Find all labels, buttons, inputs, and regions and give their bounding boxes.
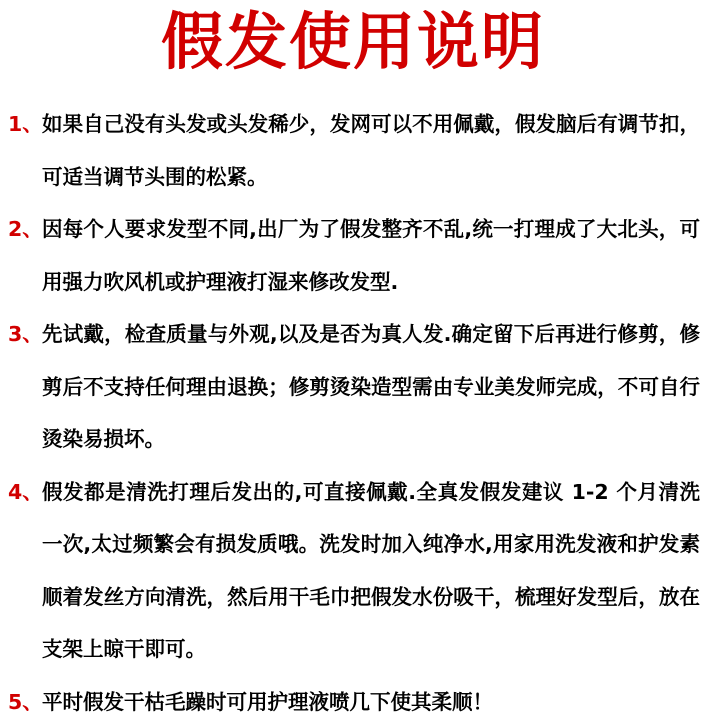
list-item xyxy=(8,308,700,466)
item-text: 先试戴，检查质量与外观,以及是否为真人发.确定留下后再进行修剪，修剪后不支持任何理由退换；修剪烫染造型需由专业美发师完成，不可自行烫染易损坏。 xyxy=(42,308,700,466)
item-number: 1、 xyxy=(8,98,42,203)
item-text: 因每个人要求发型不同,出厂为了假发整齐不乱,统一打理成了大北头，可用强力吹风机或护理液打湿来修改发型. xyxy=(42,203,700,308)
page-title: 假发使用说明 xyxy=(0,2,706,82)
item-number: 3、 xyxy=(8,308,42,466)
instruction-list xyxy=(8,98,700,728)
list-item xyxy=(8,203,700,308)
list-item xyxy=(8,98,700,203)
list-item xyxy=(8,676,700,728)
item-number: 2、 xyxy=(8,203,42,308)
item-text: 假发都是清洗打理后发出的,可直接佩戴.全真发假发建议 1-2 个月清洗一次,太过频繁会有损发质哦。洗发时加入纯净水,用家用洗发液和护发素顺着发丝方向清洗，然后用干毛巾把假发水份吸干，梳理好发型后，放在支架上晾干即可。 xyxy=(42,466,700,676)
item-text: 如果自己没有头发或头发稀少，发网可以不用佩戴，假发脑后有调节扣，可适当调节头围的松紧。 xyxy=(42,98,700,203)
list-item xyxy=(8,466,700,676)
item-number: 4、 xyxy=(8,466,42,676)
item-text: 平时假发干枯毛躁时可用护理液喷几下使其柔顺！ xyxy=(42,676,700,728)
item-number: 5、 xyxy=(8,676,42,728)
